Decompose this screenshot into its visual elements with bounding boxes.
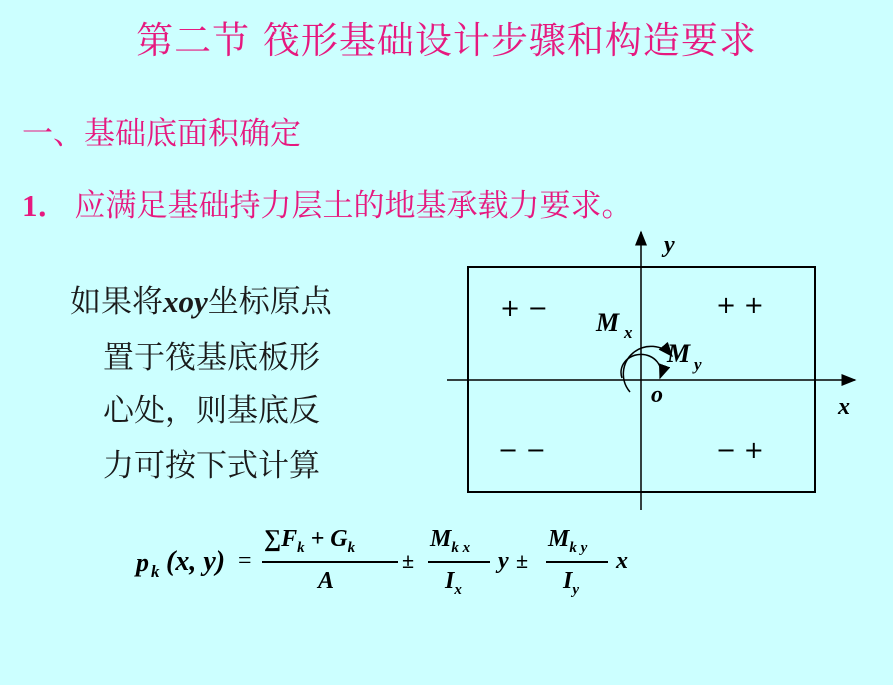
formula-numerator-1 bbox=[264, 526, 355, 557]
formula-lhs-p: p bbox=[136, 548, 149, 577]
paragraph-line-3: 心处，则基底反 bbox=[103, 393, 320, 429]
formula-lhs-args-text: (x, y) bbox=[166, 546, 226, 577]
moment-mx-subscript: x bbox=[624, 323, 633, 342]
formula-i-x: I bbox=[445, 568, 455, 594]
x-axis-label: x bbox=[838, 394, 850, 420]
moment-my-subscript: y bbox=[694, 355, 702, 374]
formula-fraction-bar-3 bbox=[546, 561, 608, 563]
formula-i-y-subscript: y bbox=[572, 581, 580, 598]
formula-equals: = bbox=[238, 548, 252, 574]
formula-fraction-bar-2 bbox=[428, 561, 490, 563]
quadrant-top-right-sign: + + bbox=[716, 291, 764, 319]
formula-plus-g: + G bbox=[310, 526, 348, 552]
formula-i-x-subscript: x bbox=[454, 581, 462, 598]
paragraph-line-1-prefix: 如果将 bbox=[70, 284, 163, 320]
formula-lhs-args bbox=[166, 546, 225, 578]
moment-my-label: M bbox=[667, 339, 691, 368]
formula-sum-f: ∑F bbox=[264, 526, 298, 552]
quadrant-bottom-left-sign: − − bbox=[498, 436, 546, 464]
point-text: 应满足基础持力层土的地基承载力要求。 bbox=[74, 188, 633, 224]
quadrant-top-left-sign: + − bbox=[500, 294, 548, 322]
origin-label: o bbox=[651, 382, 663, 408]
point-number: 1． bbox=[22, 188, 69, 223]
paragraph-line-1-suffix: 坐标原点 bbox=[207, 284, 332, 320]
formula-denominator-1: A bbox=[318, 568, 335, 594]
formula-m-kx: M bbox=[430, 526, 452, 552]
formula-fraction-bar-1 bbox=[262, 561, 398, 563]
formula-g-subscript: k bbox=[347, 539, 356, 556]
paragraph-line-1-italic: xoy bbox=[163, 284, 208, 319]
paragraph-line-4: 力可按下式计算 bbox=[103, 448, 320, 484]
formula-plus-minus-2: ± bbox=[516, 548, 529, 573]
formula-m-ky-subscript: k y bbox=[569, 539, 588, 556]
y-axis-label: y bbox=[664, 232, 675, 258]
section-heading: 一、基础底面积确定 bbox=[22, 116, 301, 152]
formula-denominator-3 bbox=[563, 568, 579, 599]
formula-plus-minus-1: ± bbox=[402, 548, 415, 573]
formula-denominator-2 bbox=[445, 568, 462, 599]
formula-lhs-subscript: k bbox=[151, 562, 160, 581]
moment-my-arc bbox=[623, 346, 672, 392]
formula-m-ky: M bbox=[548, 526, 570, 552]
moment-mx-label: M bbox=[596, 308, 620, 337]
slide-title: 第二节 筏形基础设计步骤和构造要求 bbox=[136, 19, 757, 62]
base-pressure-formula bbox=[130, 520, 650, 610]
formula-var-x: x bbox=[616, 548, 628, 574]
formula-var-y: y bbox=[498, 548, 509, 574]
paragraph-line-2: 置于筏基底板形 bbox=[103, 340, 320, 376]
formula-sum-f-subscript: k bbox=[297, 539, 305, 556]
formula-numerator-3 bbox=[548, 526, 587, 557]
formula-numerator-2 bbox=[430, 526, 470, 557]
quadrant-bottom-right-sign: − + bbox=[716, 436, 764, 464]
formula-i-y: I bbox=[563, 568, 573, 594]
formula-m-kx-subscript: k x bbox=[451, 539, 471, 556]
